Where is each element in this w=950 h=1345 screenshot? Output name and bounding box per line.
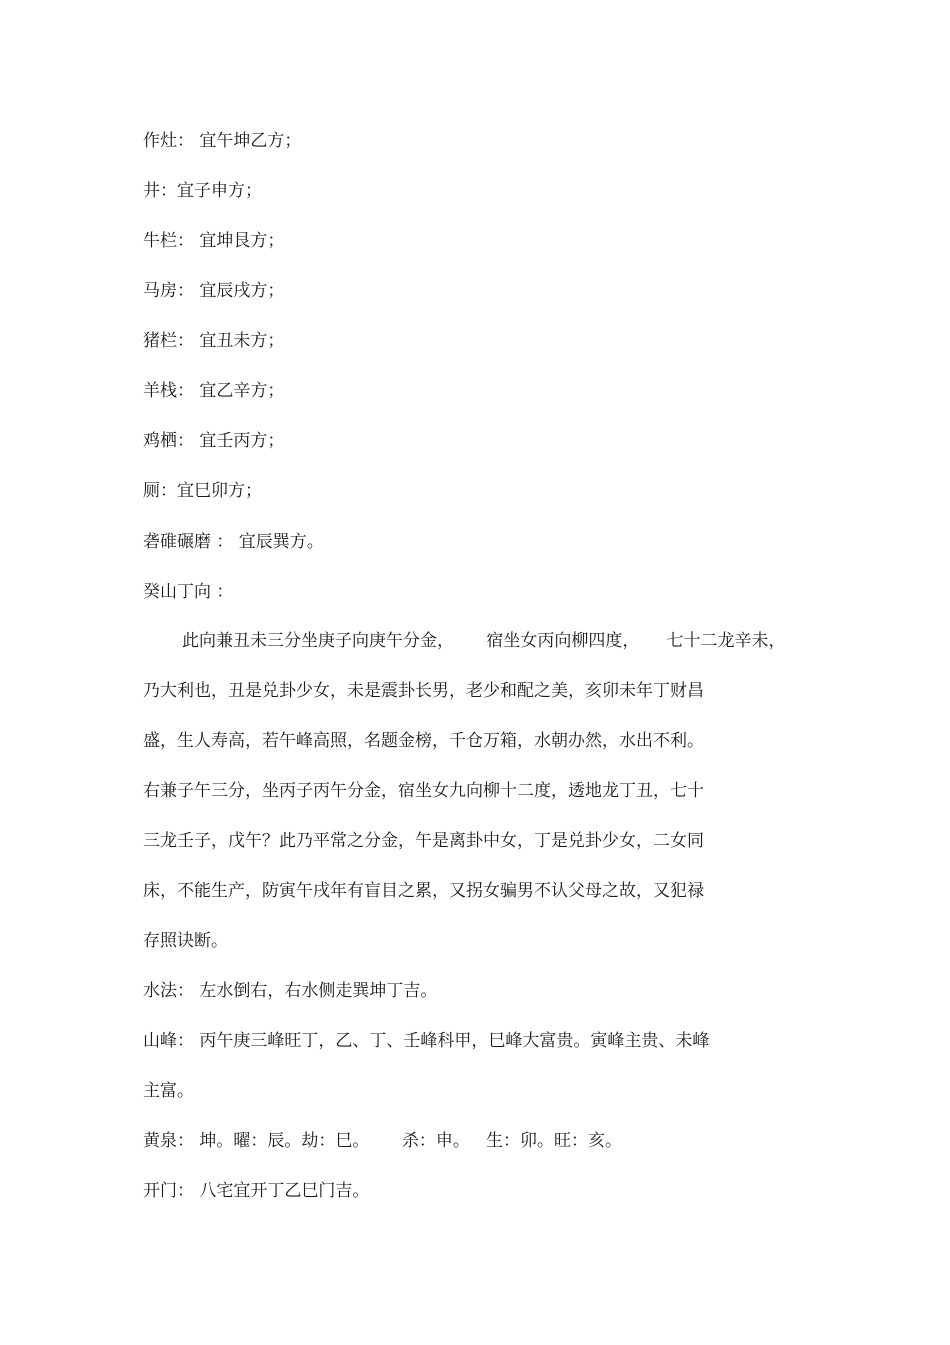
paragraph-line: 存照诀断。 (143, 931, 228, 951)
paragraph-line: 床，不能生产，防寅午戌年有盲目之累，又拐女骗男不认父母之故，又犯禄 (143, 881, 704, 901)
section-heading: 癸山丁向 ： (143, 582, 234, 602)
paragraph-line: 乃大利也，丑是兑卦少女，未是震卦长男，老少和配之美，亥卯未年丁财昌 (143, 681, 704, 701)
text-line-shuifa: 水法： 左水倒右，右水侧走巽坤丁吉。 (143, 981, 438, 1001)
paragraph-line: 右兼子午三分，坐丙子丙午分金，宿坐女九向柳十二度，透地龙丁丑，七十 (143, 781, 704, 801)
text-line-shanfeng-cont: 主富。 (143, 1081, 194, 1101)
text-line-huangquan: 黄泉： 坤。曜：辰。劫：巳。 杀：申。 生：卯。旺：亥。 (143, 1131, 623, 1151)
text-line-jing: 井：宜子申方； (143, 181, 262, 201)
text-line-longduinianmo: 砻碓碾磨 ： 宜辰巽方。 (143, 532, 324, 552)
paragraph-line: 盛，生人寿高，若午峰高照，名题金榜，千仓万箱，水朝办然，水出不利。 (143, 731, 704, 751)
paragraph-line: 三龙壬子，戊午？此乃平常之分金，午是离卦中女，丁是兑卦少女，二女同 (143, 831, 704, 851)
text-line-yangzhan: 羊栈： 宜乙辛方； (143, 381, 285, 401)
text-line-mafang: 马房： 宜辰戌方； (143, 281, 285, 301)
text-line-shanfeng: 山峰： 丙午庚三峰旺丁，乙、丁、壬峰科甲，巳峰大富贵。寅峰主贵、未峰 (143, 1031, 710, 1051)
text-line-jiqi: 鸡栖： 宜壬丙方； (143, 431, 285, 451)
text-line-zhulan: 猪栏： 宜丑未方； (143, 331, 285, 351)
text-line-ce: 厕：宜巳卯方； (143, 481, 262, 501)
paragraph-line: 此向兼丑未三分坐庚子向庚午分金， 宿坐女丙向柳四度， 七十二龙辛未， (182, 631, 786, 651)
text-line-zuozao: 作灶： 宜午坤乙方； (143, 131, 302, 151)
text-line-kaimen: 开门： 八宅宜开丁乙巳门吉。 (143, 1181, 370, 1201)
text-line-niulan: 牛栏： 宜坤艮方； (143, 231, 285, 251)
